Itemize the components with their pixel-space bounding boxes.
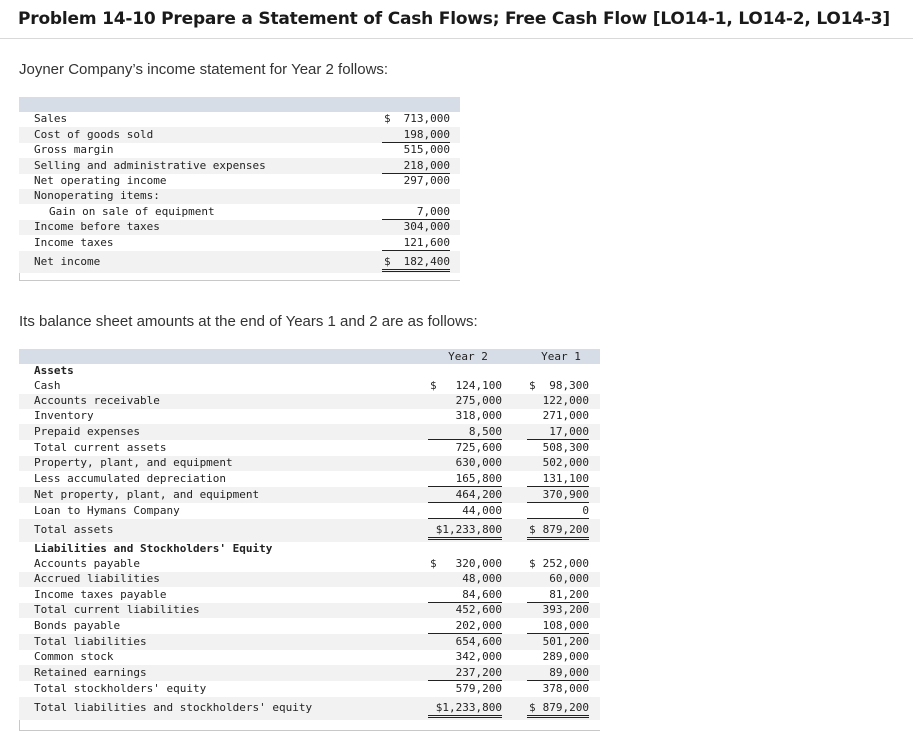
year-1-value: $ 98,300: [529, 379, 589, 392]
balance-intro-text: Its balance sheet amounts at the end of Years 1 and 2 are as follows:: [19, 313, 478, 330]
balance-row: [19, 379, 600, 394]
balance-row: [19, 603, 600, 618]
balance-row: [19, 471, 600, 487]
year-1-value: 378,000: [542, 682, 589, 695]
year-2-value: 8,500: [428, 425, 502, 440]
income-table-header: [19, 97, 460, 112]
year-1-value: 81,200: [527, 588, 589, 603]
year-1-value: 60,000: [549, 572, 589, 585]
balance-row: [19, 440, 600, 456]
balance-row: [19, 572, 600, 587]
row-value: 304,000: [403, 220, 450, 233]
row-label: Common stock: [34, 650, 114, 663]
row-label: Accounts payable: [34, 557, 140, 570]
balance-row: [19, 697, 600, 720]
year-2-value: 452,600: [455, 603, 502, 616]
year-2-value: 725,600: [455, 441, 502, 454]
year-2-value: 48,000: [462, 572, 502, 585]
row-label: Selling and administrative expenses: [34, 159, 266, 172]
income-row-sales: [19, 112, 460, 127]
year-1-value: 370,900: [527, 488, 589, 503]
row-label: Cost of goods sold: [34, 128, 154, 141]
income-row-net-income: [19, 251, 460, 273]
balance-row: [19, 665, 600, 681]
row-value: $ 713,000: [384, 112, 450, 125]
income-row-selling-admin: [19, 158, 460, 174]
year-2-value: 44,000: [428, 504, 502, 519]
year-1-value: 393,200: [542, 603, 589, 616]
row-value: 121,600: [382, 236, 450, 251]
income-row-taxes: [19, 235, 460, 251]
year-2-value: 84,600: [428, 588, 502, 603]
row-label: Assets: [34, 364, 74, 377]
year-1-value: 289,000: [542, 650, 589, 663]
row-label: Liabilities and Stockholders' Equity: [34, 542, 273, 555]
year-1-value: 122,000: [542, 394, 589, 407]
year-1-value: 508,300: [542, 441, 589, 454]
row-label: Income before taxes: [34, 220, 160, 233]
year-2-value: $ 320,000: [430, 557, 502, 570]
row-label: Accounts receivable: [34, 394, 160, 407]
year-1-value: 501,200: [542, 635, 589, 648]
row-value: 218,000: [382, 159, 450, 174]
row-value: $ 182,400: [382, 255, 450, 272]
year-1-value: 131,100: [527, 472, 589, 487]
income-row-net-operating: [19, 174, 460, 189]
row-value: 7,000: [382, 205, 450, 220]
row-label: Total stockholders' equity: [34, 682, 207, 695]
year-2-value: $1,233,800: [428, 701, 502, 718]
row-label: Prepaid expenses: [34, 425, 140, 438]
year-1-value: $ 879,200: [527, 701, 589, 718]
year-2-value: 165,800: [428, 472, 502, 487]
year-1-value: 271,000: [542, 409, 589, 422]
row-label: Property, plant, and equipment: [34, 456, 233, 469]
year-2-value: 342,000: [455, 650, 502, 663]
income-row-nonoperating: [19, 189, 460, 204]
row-label: Sales: [34, 112, 68, 125]
column-header-year-1: Year 1: [541, 350, 581, 363]
row-label: Total current assets: [34, 441, 167, 454]
balance-row: [19, 394, 600, 409]
year-2-value: 464,200: [428, 488, 502, 503]
year-1-value: 89,000: [527, 666, 589, 681]
year-2-value: $ 124,100: [430, 379, 502, 392]
year-2-value: $1,233,800: [428, 523, 502, 540]
row-label: Cash: [34, 379, 61, 392]
row-label: Less accumulated depreciation: [34, 472, 227, 485]
row-label: Income taxes payable: [34, 588, 167, 601]
row-label: Net income: [34, 255, 101, 268]
year-1-value: 108,000: [527, 619, 589, 634]
income-row-gross-margin: [19, 143, 460, 158]
balance-row: [19, 557, 600, 572]
row-label: Bonds payable: [34, 619, 121, 632]
balance-row: [19, 587, 600, 603]
year-2-value: 579,200: [455, 682, 502, 695]
row-label: Total liabilities and stockholders' equity: [34, 701, 313, 714]
balance-sheet-table: [19, 349, 600, 731]
year-2-value: 275,000: [455, 394, 502, 407]
row-label: Income taxes: [34, 236, 114, 249]
row-label: Retained earnings: [34, 666, 147, 679]
balance-row: [19, 542, 600, 557]
row-label: Loan to Hymans Company: [34, 504, 180, 517]
balance-row: [19, 364, 600, 379]
balance-row: [19, 487, 600, 503]
year-1-value: $ 879,200: [527, 523, 589, 540]
row-label: Total current liabilities: [34, 603, 200, 616]
row-value: 515,000: [403, 143, 450, 156]
year-2-value: 237,200: [428, 666, 502, 681]
balance-row: [19, 634, 600, 650]
row-label: Gain on sale of equipment: [49, 205, 215, 218]
title-divider: [0, 38, 913, 39]
balance-table-footer: [19, 720, 600, 731]
balance-row: [19, 681, 600, 697]
year-1-value: 0: [527, 504, 589, 519]
balance-row: [19, 618, 600, 634]
row-label: Inventory: [34, 409, 94, 422]
income-row-before-taxes: [19, 220, 460, 235]
balance-row: [19, 519, 600, 542]
row-value: 297,000: [403, 174, 450, 187]
row-label: Net property, plant, and equipment: [34, 488, 260, 501]
row-label: Net operating income: [34, 174, 167, 187]
year-2-value: 202,000: [428, 619, 502, 634]
year-2-value: 654,600: [455, 635, 502, 648]
balance-row: [19, 456, 600, 471]
year-1-value: 17,000: [527, 425, 589, 440]
row-label: Gross margin: [34, 143, 114, 156]
year-2-value: 318,000: [455, 409, 502, 422]
column-header-year-2: Year 2: [448, 350, 488, 363]
income-statement-table: [19, 97, 460, 281]
row-label: Total assets: [34, 523, 114, 536]
year-1-value: $ 252,000: [529, 557, 589, 570]
year-1-value: 502,000: [542, 456, 589, 469]
row-value: 198,000: [382, 128, 450, 143]
row-label: Total liabilities: [34, 635, 147, 648]
page-title: Problem 14-10 Prepare a Statement of Cash Flows; Free Cash Flow [LO14-1, LO14-2, LO14-3]: [18, 9, 890, 29]
income-row-gain: [19, 204, 460, 220]
balance-table-header: [19, 349, 600, 364]
balance-row: [19, 424, 600, 440]
balance-row: [19, 650, 600, 665]
income-row-cogs: [19, 127, 460, 143]
year-2-value: 630,000: [455, 456, 502, 469]
row-label: Nonoperating items:: [34, 189, 160, 202]
income-table-footer: [19, 273, 460, 281]
balance-row: [19, 409, 600, 424]
row-label: Accrued liabilities: [34, 572, 160, 585]
income-intro-text: Joyner Company’s income statement for Year 2 follows:: [19, 61, 389, 78]
balance-row: [19, 503, 600, 519]
